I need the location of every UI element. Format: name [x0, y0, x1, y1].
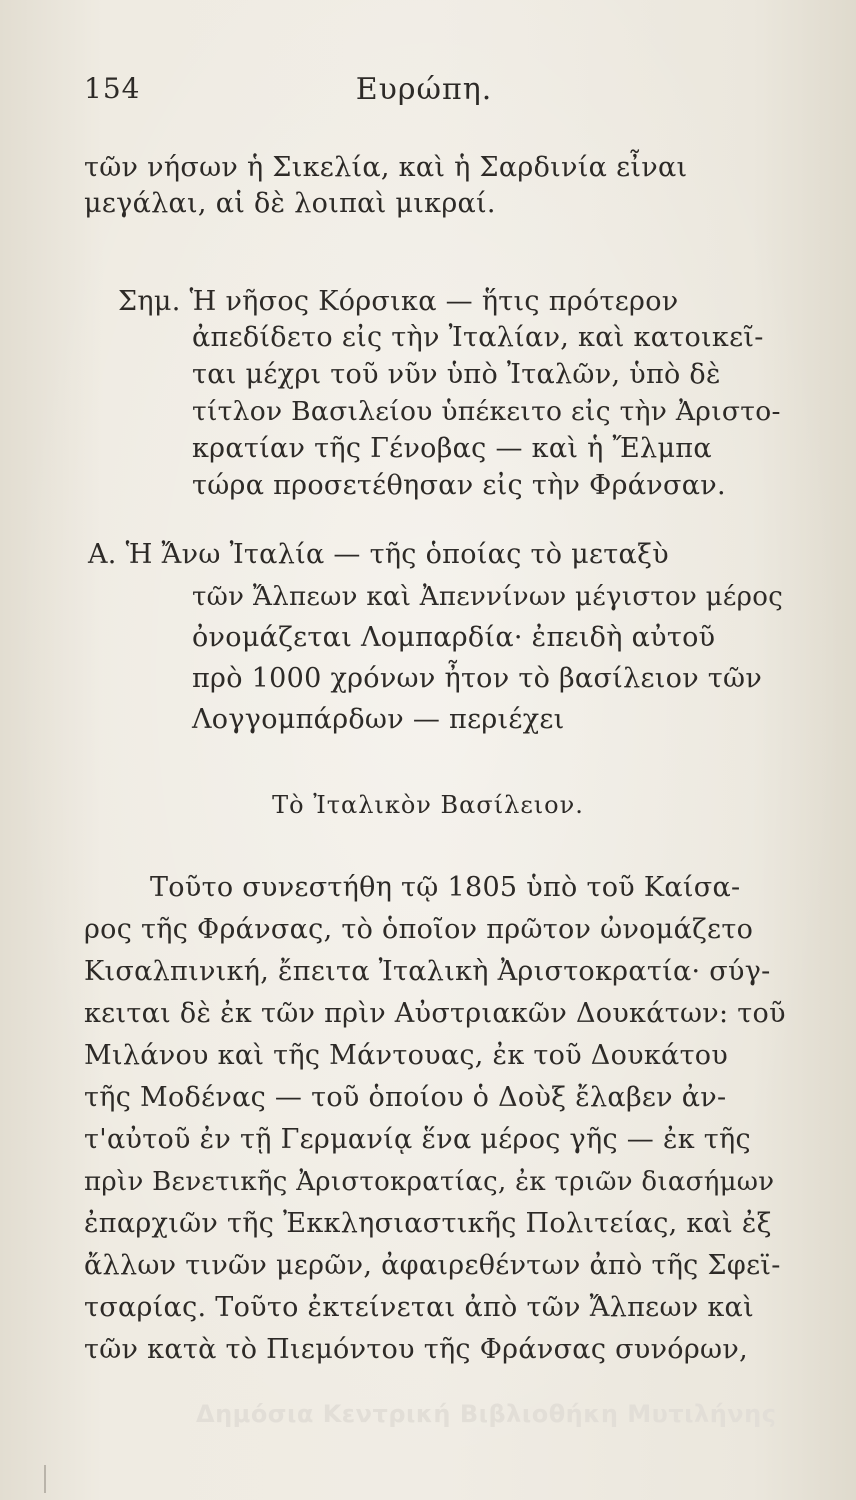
note-line: τίτλον Βασιλείου ὑπέκειτο εἰς τὴν Ἀριστο- — [192, 396, 781, 427]
note-line: ἀπεδίδετο εἰς τὴν Ἰταλίαν, καὶ κατοικεῖ- — [192, 322, 764, 353]
note-line: ται μέχρι τοῦ νῦν ὑπὸ Ἰταλῶν, ὑπὸ δὲ — [192, 359, 721, 390]
body-line: ἐπαρχιῶν τῆς Ἐκκλησιαστικῆς Πολιτείας, καὶ ἐξ — [84, 1208, 772, 1239]
body-line: τῆς Μοδένας — τοῦ ὁποίου ὁ Δοὺξ ἔλαβεν ἀν- — [84, 1082, 727, 1113]
running-title: Ευρώπη. — [355, 72, 493, 107]
body-line: Τοῦτο συνεστήθη τῷ 1805 ὑπὸ τοῦ Καίσα- — [150, 872, 741, 903]
section-a-line: πρὸ 1000 χρόνων ἦτον τὸ βασίλειον τῶν — [192, 663, 763, 694]
page-header — [84, 72, 764, 112]
section-a-line: ὀνομάζεται Λομπαρδία· ἐπειδὴ αὐτοῦ — [192, 622, 716, 653]
body-line: τσαρίας. Τοῦτο ἐκτείνεται ἀπὸ τῶν Ἄλπεων καὶ — [84, 1292, 754, 1323]
library-watermark: Δημόσια Κεντρική Βιβλιοθήκη Μυτιλήνης — [196, 1400, 777, 1428]
page-number: 154 — [84, 72, 141, 105]
section-a-line: Α. Ἡ Ἄνω Ἰταλία — τῆς ὁποίας τὸ μεταξὺ — [88, 539, 669, 570]
body-line: Μιλάνου καὶ τῆς Μάντουας, ἐκ τοῦ Δουκάτου — [84, 1040, 729, 1071]
note-line: κρατίαν τῆς Γένοβας — καὶ ἡ Ἔλμπα — [192, 433, 712, 464]
section-heading: Τὸ Ἰταλικὸν Βασίλειον. — [272, 791, 584, 819]
body-line: τῶν κατὰ τὸ Πιεμόντου τῆς Φράνσας συνόρων, — [84, 1334, 748, 1365]
body-line: ρος τῆς Φράνσας, τὸ ὁποῖον πρῶτον ὠνομάζετο — [84, 914, 754, 945]
body-line: ἄλλων τινῶν μερῶν, ἀφαιρεθέντων ἀπὸ τῆς Σφεϊ- — [84, 1250, 781, 1281]
note-line: Σημ. Ἡ νῆσος Κόρσικα — ἥτις πρότερον — [118, 286, 679, 317]
text-line: μεγάλαι, αἱ δὲ λοιπαὶ μικραί. — [84, 188, 496, 219]
margin-mark — [44, 1465, 46, 1493]
note-line: τώρα προσετέθησαν εἰς τὴν Φράνσαν. — [192, 470, 726, 501]
section-a-line: Λογγομπάρδων — περιέχει — [192, 704, 565, 735]
text-line: τῶν νήσων ἡ Σικελία, καὶ ἡ Σαρδινία εἶναι — [84, 152, 688, 183]
body-line: Κισαλπινική, ἔπειτα Ἰταλικὴ Ἀριστοκρατία· σύγ- — [84, 956, 771, 987]
section-a-line: τῶν Ἄλπεων καὶ Ἀπεννίνων μέγιστον μέρος — [192, 582, 784, 612]
body-line: κειται δὲ ἐκ τῶν πρὶν Αὐστριακῶν Δουκάτων: τοῦ — [84, 998, 786, 1029]
body-line: πρὶν Βενετικῆς Ἀριστοκρατίας, ἐκ τριῶν διασήμων — [84, 1167, 775, 1197]
body-line: τ'αὐτοῦ ἐν τῇ Γερμανίᾳ ἕνα μέρος γῆς — ἐκ τῆς — [84, 1124, 751, 1155]
